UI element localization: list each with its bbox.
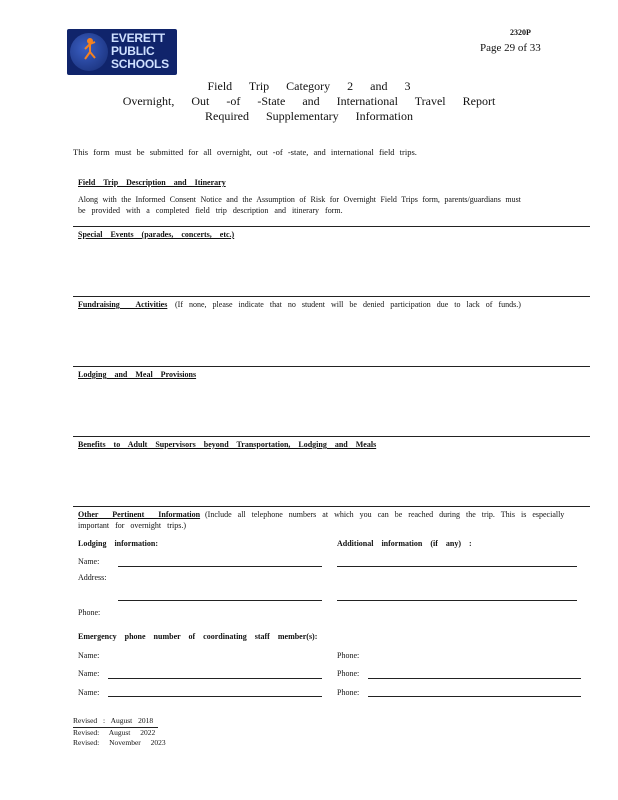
emergency-phone-label-3: Phone: (337, 688, 360, 697)
divider (73, 436, 590, 437)
events-heading: Special Events (parades, concerts, etc.) (78, 230, 235, 239)
emergency-phone-label-2: Phone: (337, 669, 360, 678)
district-logo (67, 29, 177, 75)
lodging-phone-label: Phone: (78, 608, 101, 617)
lodging-heading: Lodging and Meal Provisions (78, 370, 197, 379)
revision-2: Revised: August 2022 (73, 728, 156, 737)
person-icon (81, 37, 99, 61)
emergency-phone-field-2[interactable] (368, 678, 581, 679)
itinerary-heading: Field Trip Description and Itinerary (78, 178, 226, 187)
emergency-name-label-1: Name: (78, 651, 100, 660)
fundraising-note: (If none, please indicate that no student will be denied participation due to lack of funds.) (175, 300, 521, 309)
lodging-name-label: Name: (78, 557, 100, 566)
logo-text-3: SCHOOLS (111, 57, 169, 71)
lodging-address-label: Address: (78, 573, 107, 582)
emergency-label: Emergency phone number of coordinating staff member(s): (78, 632, 318, 641)
doc-code: 2320P (510, 28, 531, 37)
title-line-1: Field Trip Category 2 and 3 (207, 79, 411, 93)
intro-text: This form must be submitted for all overnight, out -of -state, and international field trips. (73, 147, 417, 157)
additional-info-label: Additional information (if any) : (337, 539, 472, 548)
page-number: Page 29 of 33 (480, 42, 541, 54)
emergency-phone-field-3[interactable] (368, 696, 581, 697)
emergency-name-label-2: Name: (78, 669, 100, 678)
logo-text-1: EVERETT (111, 31, 165, 45)
additional-info-field-2[interactable] (337, 600, 577, 601)
lodging-info-label: Lodging information: (78, 539, 159, 548)
title-line-2: Overnight, Out -of -State and International Travel Report (122, 94, 496, 108)
divider (73, 506, 590, 507)
other-note-1: (Include all telephone numbers at which you can be reached during the trip. This is especially (205, 510, 565, 519)
benefits-heading: Benefits to Adult Supervisors beyond Transportation, Lodging and Meals (78, 440, 377, 449)
emergency-name-label-3: Name: (78, 688, 100, 697)
fundraising-heading: Fundraising Activities (78, 300, 168, 309)
itinerary-text-1: Along with the Informed Consent Notice and the Assumption of Risk for Overnight Field Trips form, parents/guardians must (78, 195, 521, 204)
divider (73, 226, 590, 227)
other-note-2: important for overnight trips.) (78, 521, 186, 530)
emergency-name-field-3[interactable] (108, 696, 322, 697)
itinerary-text-2: be provided with a completed field trip description and itinerary form. (78, 206, 343, 215)
emergency-name-field-2[interactable] (108, 678, 322, 679)
divider (73, 296, 590, 297)
title-line-3: Required Supplementary Information (205, 109, 413, 123)
revision-1: Revised : August 2018 (73, 716, 154, 725)
divider (73, 366, 590, 367)
additional-info-field-1[interactable] (337, 566, 577, 567)
emergency-phone-label-1: Phone: (337, 651, 360, 660)
other-heading: Other Pertinent Information (78, 510, 201, 519)
lodging-name-field[interactable] (118, 566, 322, 567)
lodging-address-field[interactable] (118, 600, 322, 601)
revision-3: Revised: November 2023 (73, 738, 166, 747)
logo-text-2: PUBLIC (111, 44, 155, 58)
